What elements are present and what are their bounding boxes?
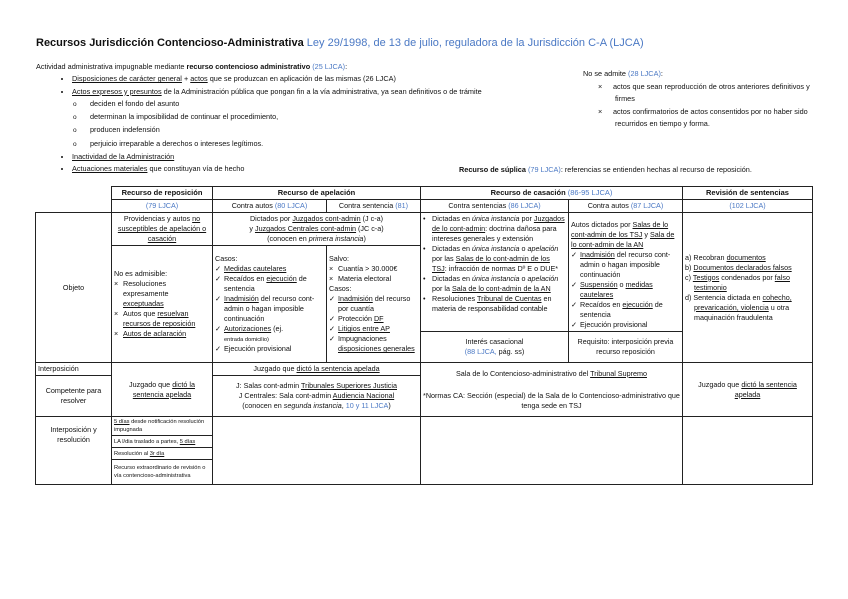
no-admite-section <box>583 68 813 131</box>
rev-a-u: documentos <box>726 252 766 262</box>
list-item: × Resoluciones expresamente exceptuadas <box>114 279 169 308</box>
intro-lead-text: Actividad administrativa impugnable mediante <box>36 62 185 71</box>
cs-a1u: Juzgados de lo cont-admin <box>432 214 565 233</box>
cs-c1c: por la <box>432 284 452 293</box>
cs-a1b: por <box>519 214 534 223</box>
intro-sublist <box>72 98 596 151</box>
as-i2u: DF <box>373 314 384 323</box>
cs-b1u: Salas de lo cont-admin de los TSJ <box>432 254 550 273</box>
cs-c1: Dictadas en <box>432 274 472 283</box>
no-admite-colon: : <box>660 69 663 78</box>
ir-cell-3 <box>112 448 213 460</box>
sub-cas-autos <box>569 200 683 213</box>
ca-i1b: del recurso cont-admin o hagan imposible continuación <box>580 250 671 279</box>
list-item <box>72 73 596 85</box>
suplica-rest: : referencias se entienden hechas al recurso de reposición. <box>560 165 752 174</box>
header-casacion-ref: (86-95 LJCA) <box>567 188 613 197</box>
list-item: • Resoluciones Tribunal de Cuentas en materia de responsabilidad contable <box>423 294 552 313</box>
rep-competente-cell <box>112 363 213 417</box>
rev-c-u2: falso testimonio <box>694 272 790 292</box>
rep-list <box>114 279 210 339</box>
suplica-ref: (79 LJCA) <box>527 165 561 174</box>
rev-d <box>685 293 810 323</box>
ir-1u: 5 días <box>114 419 130 425</box>
apel-top-d: (JC c-a) <box>356 224 384 233</box>
list-item: ✓ Ejecución provisional <box>215 344 292 353</box>
comp-rep-u: dictó la sentencia apelada <box>132 379 195 399</box>
rev-d2: u otra maquinación fraudulenta <box>694 302 790 322</box>
list-item: ✓ Inadmisión del recurso por cuantía <box>329 294 411 313</box>
aa-i4b: (ej. <box>271 324 284 333</box>
list-item: o perjuicio irreparable a derechos o intereses legítimos. <box>90 138 596 151</box>
intro-lead-bold: recurso contencioso administrativo <box>186 62 311 71</box>
cs-c1i2: apelación <box>527 274 559 283</box>
intro-section <box>36 61 596 176</box>
aa-i2b: de sentencia <box>224 274 307 293</box>
list-item: ✓ Suspensión o medidas cautelares <box>571 280 653 299</box>
row-label-objeto: Objeto <box>36 213 112 363</box>
rep-top-text: Providencias y autos <box>123 214 193 223</box>
rev-d-u: cohecho, prevaricación, violencia <box>694 292 792 312</box>
apel-top-c: y <box>249 224 255 233</box>
sub-cas-sent-label: Contra sentencias <box>448 201 507 210</box>
ca-i2u: Suspensión <box>580 280 618 289</box>
table-row <box>36 363 813 376</box>
rep-body-cell <box>112 246 213 363</box>
sub-revision-ref: (102 LJCA) <box>683 200 813 213</box>
ca-i3b: de sentencia <box>580 300 663 319</box>
list-item: ✓ Recaídos en ejecución de sentencia <box>215 274 307 293</box>
comp-apel-3a: (conocen en <box>242 401 284 410</box>
as-x2: Materia electoral <box>338 274 392 283</box>
intro-b1-u1: Disposiciones de carácter general <box>72 74 182 84</box>
as-x1: Cuantía > 30.000€ <box>338 264 398 273</box>
cas-sent-cell <box>421 213 569 332</box>
apel-sent-cell <box>327 246 421 363</box>
comp-apel-1u: Tribunales Superiores Justicia <box>300 381 397 390</box>
list-item: × actos que sean reproducción de otros anteriores definitivos y firmes <box>615 81 813 106</box>
intro-b4-u: Actuaciones materiales <box>72 164 148 174</box>
header-reposicion-label: Recurso de reposición <box>121 188 203 197</box>
table-row <box>36 213 813 246</box>
rev-d-text: d) Sentencia dictada en <box>685 292 763 302</box>
table-subheader-row <box>36 200 813 213</box>
intro-b4-rest: que constituyan vía de hecho <box>147 164 245 174</box>
cs-d1u: Tribunal de Cuentas <box>477 294 542 303</box>
list-item <box>72 86 596 151</box>
rep-top-u: no susceptibles de apelación o casación <box>117 214 207 243</box>
aa-i2a: Recaídos en <box>224 274 267 283</box>
rev-comp-u: dictó la sentencia apelada <box>734 379 797 399</box>
list-item: × Autos de aclaración <box>114 329 187 338</box>
aa-i4u: Autorizaciones <box>224 324 272 333</box>
rev-c-text: c) <box>685 272 693 282</box>
cas-merged-u: Tribunal Supremo <box>590 368 647 378</box>
rep-item-2-u: resuelvan recursos de reposición <box>123 309 196 328</box>
aa-i3b: del recurso cont-admin o hagan imposible continuación <box>224 294 315 323</box>
apel-top-b: (J c-a) <box>360 214 384 223</box>
rep-item-3: Autos de aclaración <box>123 329 187 338</box>
intro-b1-rest: que se produzcan en aplicación de las mismas (26 LJCA) <box>207 74 396 84</box>
rep-item-1-u: exceptuadas <box>123 299 164 308</box>
apel-top-f: ) <box>363 234 366 243</box>
intro-b2-rest: de la Administración pública que pongan fin a la vía administrativa, ya sean definitivos o de trámite <box>161 86 482 96</box>
comp-apel-1a: J: Salas cont-admin <box>235 381 301 390</box>
cs-b1c: por las <box>432 254 456 263</box>
header-reposicion <box>112 187 213 200</box>
table-row <box>36 417 813 436</box>
rev-a-text: a) Recobran <box>685 252 727 262</box>
list-item: • Dictadas en única instancia o apelación por la Sala de lo cont-admin de la AN <box>423 274 559 293</box>
ca-top-u1: Salas de lo cont-admin de los TSJ <box>571 220 669 239</box>
rev-c <box>685 273 810 293</box>
intro-lead-ref: (25 LJCA) <box>312 62 346 71</box>
rev-c-u: Testigos <box>692 272 720 282</box>
cas-interes-ref: (88 LJCA, <box>464 347 497 356</box>
cas-interes-cell <box>421 332 569 363</box>
aa-casos: Casos: <box>215 254 238 263</box>
comp-apel-3i: segunda instancia <box>283 401 342 410</box>
apel-autos-cell <box>213 246 327 363</box>
rev-b-text: b) <box>685 262 694 272</box>
comp-apel-3c: ) <box>388 401 391 410</box>
rep-no: No es admisible: <box>114 269 168 278</box>
table-header-row <box>36 187 813 200</box>
list-item: × Cuantía > 30.000€ <box>329 264 398 273</box>
list-item: o producen indefensión <box>90 124 596 137</box>
header-casacion-label: Recurso de casación <box>490 188 566 197</box>
title-main: Recursos Jurisdicción Contencioso-Administrativa <box>36 37 304 49</box>
header-casacion <box>421 187 683 200</box>
cs-c1i: única instancia <box>471 274 520 283</box>
aa-i1: Medidas cautelares <box>224 264 287 273</box>
aa-i5: Ejecución provisional <box>224 344 292 353</box>
aa-i4c: entrada domicilio) <box>224 337 269 343</box>
revision-cell <box>683 213 813 363</box>
cs-b1i2: apelación <box>527 244 559 253</box>
cas-merged-a: Sala de lo Contencioso-administrativo del <box>456 368 591 378</box>
sub-apel-sent <box>327 200 421 213</box>
rep-item-2: Autos que <box>123 309 158 318</box>
apel-top-u2: Juzgados Centrales cont-admin <box>254 224 357 233</box>
corner-cell <box>36 187 112 213</box>
ca-i1u: Inadmisión <box>580 250 615 259</box>
ir-cell-1 <box>112 417 213 436</box>
cs-d1b: en materia de responsabilidad contable <box>432 294 552 313</box>
list-item: ✓ Autorizaciones (ej. entrada domicilio) <box>215 324 284 343</box>
intro-list <box>36 73 596 175</box>
ca-i3u: ejecución <box>622 300 653 309</box>
apel-top-a: Dictados por <box>249 214 293 223</box>
cas-ir-cell <box>421 417 683 485</box>
ca-i4: Ejecución provisional <box>580 320 648 329</box>
list-item: × Autos que resuelvan recursos de reposición <box>114 309 196 328</box>
no-admite-ref: (28 LJCA) <box>628 69 661 78</box>
rev-b-u: Documentos declarados falsos <box>693 262 792 272</box>
as-casos: Casos: <box>329 284 352 293</box>
suplica-label: Recurso de súplica <box>459 165 526 174</box>
list-item: o determinan la imposibilidad de continuar el procedimiento, <box>90 111 596 124</box>
as-salvo: Salvo: <box>329 254 349 263</box>
list-item: o deciden el fondo del asunto <box>90 98 596 111</box>
interp-apel-a: Juzgado que <box>253 364 297 373</box>
cas-interes: Interés casacional <box>465 337 524 346</box>
list-item: ✓ Litigios entre AP <box>329 324 390 333</box>
cas-sent-list <box>423 214 566 314</box>
list-item: ✓ Inadmisión del recurso cont-admin o hagan imposible continuación <box>571 250 671 279</box>
cas-autos-cell <box>569 213 683 332</box>
apel-top-e: (conocen en <box>267 234 309 243</box>
ca-top-u2: Sala de lo cont-admin de la AN <box>571 230 675 249</box>
row-label-interp-res: Interposición y resolución <box>36 417 112 485</box>
aa-i3u: Inadmisión <box>224 294 259 303</box>
recursos-table <box>35 186 813 485</box>
title-sub: Ley 29/1998, de 13 de julio, reguladora de la Jurisdicción C-A (LJCA) <box>306 37 644 49</box>
sub-reposicion-ref: (79 LJCA) <box>112 200 213 213</box>
list-item: • Dictadas en única instancia por Juzgados de lo cont-admin: doctrina dañosa para intereses generales y extensión <box>423 214 565 243</box>
as-i4: Impugnaciones <box>338 334 387 343</box>
sub-apel-sent-ref: (81) <box>395 201 409 210</box>
apel-top-i: primera instancia <box>308 234 364 243</box>
rev-comp-a: Juzgado que <box>698 379 742 389</box>
cas-autos-top <box>571 220 680 250</box>
ir-cell-2 <box>112 436 213 448</box>
ir-1b: desde notificación resolución impugnada <box>114 419 205 433</box>
cas-interes-pag: pág. ss) <box>496 347 525 356</box>
apel-top-cell <box>213 213 421 246</box>
comp-apel-3b: , <box>341 401 346 410</box>
ir-2a: LA l/dia traslado a partes, <box>114 438 180 445</box>
cs-c1b: o <box>519 274 528 283</box>
rev-competente-cell <box>683 363 813 417</box>
ir-cell-4: Recurso extraordinario de revisión o vía contencioso-administrativa <box>112 460 213 485</box>
intro-lead: Actividad administrativa impugnable mediante recurso contencioso administrativo (25 LJCA): <box>36 62 348 71</box>
cs-b1b: o <box>519 244 528 253</box>
cs-b1d: : infracción de normas Dº E o DUE* <box>444 264 559 273</box>
list-item: ✓ Recaídos en ejecución de sentencia <box>571 300 663 319</box>
sub-cas-autos-ref: (87 LJCA) <box>630 201 664 210</box>
ca-i3a: Recaídos en <box>580 300 623 309</box>
rev-a <box>685 253 810 263</box>
ca-top-a: Autos dictados por <box>571 220 633 229</box>
aa-i2u: ejecución <box>266 274 297 283</box>
ca-i2u2: medidas cautelares <box>580 280 653 299</box>
sub-cas-autos-label: Contra autos <box>587 201 629 210</box>
as-i2: Protección <box>338 314 374 323</box>
intro-b1-mid: + <box>181 74 191 84</box>
ir-2u: 5 días <box>179 438 196 445</box>
sub-apel-autos-label: Contra autos <box>231 201 273 210</box>
rev-b <box>685 263 810 273</box>
list-item: ✓ Medidas cautelares <box>215 264 287 273</box>
ca-i2b: o <box>617 280 626 289</box>
ir-3a: Resolución al <box>114 450 150 457</box>
list-item: ✓ Protección DF <box>329 314 384 323</box>
cs-d1: Resoluciones <box>432 294 478 303</box>
apel-competente-cell <box>213 376 421 417</box>
apel-autos-list <box>215 264 324 354</box>
cs-c1u: Sala de lo cont-admin de la AN <box>451 284 551 293</box>
cas-merged-note: *Normas CA: Sección (especial) de la Sala de lo Contencioso-administrativo que tenga sede en TSJ <box>423 390 680 410</box>
list-item: ✓ Ejecución provisional <box>571 320 648 329</box>
list-item: ✓ Impugnaciones disposiciones generales <box>329 334 415 353</box>
sub-cas-sent <box>421 200 569 213</box>
cas-requisito-cell: Requisito: interposición previa recurso reposición <box>569 332 683 363</box>
row-label-competente: Competente para resolver <box>36 376 112 417</box>
cs-a1: Dictadas en <box>432 214 472 223</box>
cas-competente-cell <box>421 363 683 417</box>
cs-a1i: única instancia <box>471 214 520 223</box>
list-item: × actos confirmatorios de actos consentidos por no haber sido recurridos en tiempo y forma. <box>615 106 813 131</box>
ca-top-b: y <box>642 230 650 239</box>
header-apelacion <box>213 187 421 200</box>
apel-ir-cell <box>213 417 421 485</box>
suplica-note <box>459 165 752 174</box>
list-item: ✓ Inadmisión del recurso cont-admin o hagan imposible continuación <box>215 294 315 323</box>
no-admite-label: No se admite <box>583 69 626 78</box>
rep-item-1: Resoluciones expresamente <box>123 279 169 298</box>
as-i1b: del recurso por cuantía <box>338 294 411 313</box>
intro-b3-u: Inactividad de la Administración <box>72 152 175 162</box>
list-item: × Materia electoral <box>329 274 392 283</box>
as-i4u: disposiciones generales <box>338 344 415 353</box>
list-item: • Dictadas en única instancia o apelación por las Salas de lo cont-admin de los TSJ: infracción de normas Dº E o DUE* <box>423 244 559 273</box>
intro-b1-u2: actos <box>190 74 208 84</box>
comp-apel-2u: Audiencia Nacional <box>332 391 395 400</box>
list-item <box>72 151 596 163</box>
page-title <box>36 37 644 49</box>
as-i3u: Litigios entre AP <box>338 324 390 333</box>
apel-top-u1: Juzgados cont-admin <box>292 214 361 223</box>
row-label-interposicion: Interposición <box>36 363 112 376</box>
rev-c2: condenados por <box>719 272 775 282</box>
comp-rep-a: Juzgado que <box>129 379 173 389</box>
header-revision-label: Revisión de sentencias <box>706 188 789 197</box>
comp-apel-2a: J Centrales: Sala cont-admin <box>238 391 333 400</box>
interp-apel-u: dictó la sentencia apelada <box>296 364 380 373</box>
apel-interposicion-cell <box>213 363 421 376</box>
rep-top-cell <box>112 213 213 246</box>
header-revision <box>683 187 813 200</box>
sub-cas-sent-ref: (86 LJCA) <box>508 201 541 210</box>
intro-b2-u: Actos expresos y presuntos <box>72 86 162 96</box>
sub-apel-autos-ref: (80 LJCA) <box>274 201 308 210</box>
header-apelacion-label: Recurso de apelación <box>277 188 356 197</box>
cs-b1: Dictadas en <box>432 244 472 253</box>
comp-apel-3r: 10 y 11 LJCA <box>345 401 389 410</box>
apel-sent-x-list <box>329 264 418 284</box>
no-admite-list <box>583 81 813 131</box>
ir-3u: 3r día <box>149 450 165 457</box>
rev-ir-cell <box>683 417 813 485</box>
apel-sent-list <box>329 294 418 354</box>
cs-b1i: única instancia <box>471 244 520 253</box>
as-i1u: Inadmisión <box>338 294 373 303</box>
cs-a1c: : doctrina dañosa para intereses generales y extensión <box>432 224 557 243</box>
cas-autos-list <box>571 250 680 330</box>
sub-apel-autos <box>213 200 327 213</box>
sub-apel-sent-label: Contra sentencia <box>338 201 394 210</box>
